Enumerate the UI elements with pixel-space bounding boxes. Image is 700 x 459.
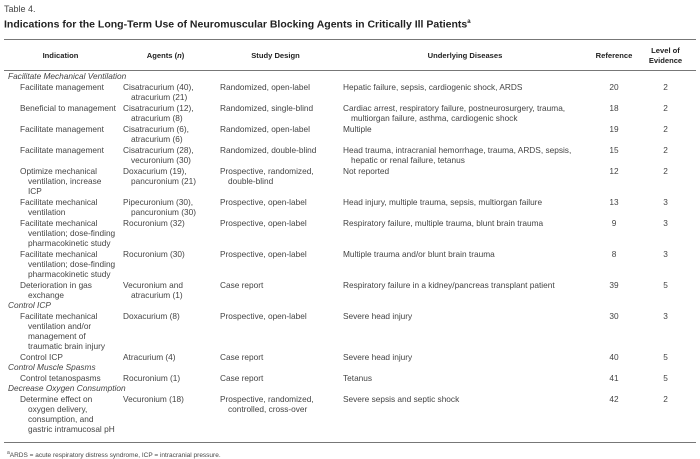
underlying-diseases-cell xyxy=(337,372,593,383)
underlying-diseases-cell xyxy=(337,248,593,279)
indication-cell-text: Facilitate mechanical ventilation xyxy=(20,196,98,217)
study-design-cell-text: Prospective, open-label xyxy=(220,217,307,228)
table-row xyxy=(4,393,696,442)
reference-cell-text: 15 xyxy=(609,144,619,155)
footnote xyxy=(4,450,696,459)
study-design-cell-text: Randomized, single-blind xyxy=(220,102,314,113)
underlying-diseases-cell-text: Severe head injury xyxy=(343,310,413,321)
col-header-underlying-diseases: Underlying Diseases xyxy=(337,40,593,71)
title-footnote-marker: a xyxy=(467,19,471,25)
table-row xyxy=(4,144,696,165)
level-of-evidence-cell-text: 2 xyxy=(663,144,668,155)
category-row xyxy=(4,362,696,372)
agents-cell-text: Atracurium (4) xyxy=(123,351,176,362)
category-label: Facilitate Mechanical Ventilation xyxy=(8,70,127,81)
level-of-evidence-cell-text: 2 xyxy=(663,393,668,404)
category-row xyxy=(4,70,696,81)
indication-cell-text: Facilitate mechanical ventilation and/or management of traumatic brain injury xyxy=(20,310,106,351)
agents-cell xyxy=(117,217,214,248)
level-of-evidence-cell-text: 3 xyxy=(663,196,668,207)
study-design-cell-text: Case report xyxy=(220,279,264,290)
agents-cell xyxy=(117,144,214,165)
level-of-evidence-cell xyxy=(635,144,696,165)
underlying-diseases-cell-text: Multiple xyxy=(343,123,372,134)
agents-cell xyxy=(117,102,214,123)
agents-cell xyxy=(117,393,214,442)
level-of-evidence-cell-text: 2 xyxy=(663,165,668,176)
study-design-cell xyxy=(214,102,337,123)
table-row xyxy=(4,217,696,248)
underlying-diseases-cell xyxy=(337,81,593,102)
study-design-cell-text: Case report xyxy=(220,372,264,383)
reference-cell-text: 30 xyxy=(609,310,619,321)
reference-cell-text: 18 xyxy=(609,102,619,113)
reference-cell xyxy=(593,372,635,383)
reference-cell xyxy=(593,123,635,144)
underlying-diseases-cell-text: Multiple trauma and/or blunt brain trauma xyxy=(343,248,495,259)
footnote-marker: a xyxy=(7,449,10,456)
underlying-diseases-cell-text: Cardiac arrest, respiratory failure, postneurosurgery, trauma, multiorgan failure, asthma, cardiogenic shock xyxy=(343,102,566,123)
level-of-evidence-cell xyxy=(635,310,696,351)
table-row xyxy=(4,123,696,144)
table-row xyxy=(4,310,696,351)
col-header-level-of-evidence: Level of Evidence xyxy=(635,40,696,71)
reference-cell-text: 40 xyxy=(609,351,619,362)
underlying-diseases-cell xyxy=(337,144,593,165)
table-title xyxy=(4,16,696,32)
level-of-evidence-cell-text: 3 xyxy=(663,310,668,321)
underlying-diseases-cell xyxy=(337,196,593,217)
agents-cell-text: Vecuronium and atracurium (1) xyxy=(123,279,183,300)
agents-cell xyxy=(117,123,214,144)
underlying-diseases-cell xyxy=(337,279,593,300)
table-row xyxy=(4,279,696,300)
indication-cell xyxy=(4,81,117,102)
underlying-diseases-cell-text: Head trauma, intracranial hemorrhage, trauma, ARDS, sepsis, hepatic or renal failure, tetanus xyxy=(343,144,572,165)
agents-cell xyxy=(117,165,214,196)
underlying-diseases-cell xyxy=(337,310,593,351)
reference-cell-text: 20 xyxy=(609,81,619,92)
table-row xyxy=(4,372,696,383)
study-design-cell xyxy=(214,196,337,217)
study-design-cell-text: Prospective, open-label xyxy=(220,310,307,321)
underlying-diseases-cell-text: Respiratory failure, multiple trauma, blunt brain trauma xyxy=(343,217,544,228)
level-of-evidence-cell-text: 2 xyxy=(663,123,668,134)
agents-cell-text: Vecuronium (18) xyxy=(123,393,184,404)
study-design-cell-text: Randomized, double-blind xyxy=(220,144,317,155)
agents-cell-text: Cisatracurium (28), vecuronium (30) xyxy=(123,144,194,165)
level-of-evidence-cell xyxy=(635,372,696,383)
reference-cell xyxy=(593,393,635,442)
study-design-cell xyxy=(214,144,337,165)
table-row xyxy=(4,248,696,279)
study-design-cell xyxy=(214,393,337,442)
level-of-evidence-cell-text: 2 xyxy=(663,102,668,113)
indication-cell-text: Facilitate management xyxy=(20,144,104,155)
table-container xyxy=(4,4,696,459)
indication-cell xyxy=(4,310,117,351)
category-filler xyxy=(337,300,696,310)
agents-cell xyxy=(117,310,214,351)
agents-cell xyxy=(117,351,214,362)
study-design-cell-text: Prospective, open-label xyxy=(220,248,307,259)
header-row xyxy=(4,40,696,71)
category-label: Control Muscle Spasms xyxy=(8,361,96,372)
table-label: Table 4. xyxy=(4,4,36,14)
indication-cell xyxy=(4,144,117,165)
footnote-text: ARDS = acute respiratory distress syndrome, ICP = intracranial pressure. xyxy=(9,451,221,459)
study-design-cell xyxy=(214,279,337,300)
reference-cell xyxy=(593,165,635,196)
level-of-evidence-cell xyxy=(635,81,696,102)
level-of-evidence-cell xyxy=(635,248,696,279)
agents-cell xyxy=(117,81,214,102)
indication-cell xyxy=(4,196,117,217)
indication-cell-text: Determine effect on oxygen delivery, consumption, and gastric intramucosal pH xyxy=(20,393,115,434)
reference-cell xyxy=(593,217,635,248)
study-design-cell xyxy=(214,310,337,351)
study-design-cell xyxy=(214,123,337,144)
indication-cell xyxy=(4,217,117,248)
study-design-cell-text: Prospective, randomized, controlled, cross-over xyxy=(220,393,314,414)
study-design-cell xyxy=(214,81,337,102)
category-row xyxy=(4,300,696,310)
level-of-evidence-cell xyxy=(635,217,696,248)
study-design-cell-text: Randomized, open-label xyxy=(220,81,310,92)
study-design-cell-text: Case report xyxy=(220,351,264,362)
indication-cell xyxy=(4,393,117,442)
underlying-diseases-cell-text: Severe head injury xyxy=(343,351,413,362)
table-body xyxy=(4,70,696,442)
table-row xyxy=(4,165,696,196)
bottom-rule xyxy=(4,442,696,443)
reference-cell xyxy=(593,144,635,165)
reference-cell-text: 12 xyxy=(609,165,619,176)
reference-cell xyxy=(593,102,635,123)
agents-cell-text: Rocuronium (32) xyxy=(123,217,185,228)
indication-cell-text: Control ICP xyxy=(20,351,63,362)
reference-cell xyxy=(593,310,635,351)
table-row xyxy=(4,196,696,217)
indication-cell xyxy=(4,123,117,144)
underlying-diseases-cell xyxy=(337,123,593,144)
study-design-cell xyxy=(214,165,337,196)
underlying-diseases-cell xyxy=(337,217,593,248)
indication-cell-text: Facilitate mechanical ventilation; dose-finding pharmacokinetic study xyxy=(20,217,116,248)
reference-cell xyxy=(593,196,635,217)
agents-cell-text: Doxacurium (8) xyxy=(123,310,180,321)
agents-cell-text: Cisatracurium (6), atracurium (6) xyxy=(123,123,189,144)
indication-cell xyxy=(4,248,117,279)
level-of-evidence-cell xyxy=(635,102,696,123)
reference-cell-text: 13 xyxy=(609,196,619,207)
level-of-evidence-cell-text: 3 xyxy=(663,217,668,228)
study-design-cell-text: Prospective, randomized, double-blind xyxy=(220,165,314,186)
col-header-reference: Reference xyxy=(593,40,635,71)
level-of-evidence-cell-text: 3 xyxy=(663,248,668,259)
table-row xyxy=(4,351,696,362)
indication-cell-text: Facilitate mechanical ventilation; dose-finding pharmacokinetic study xyxy=(20,248,116,279)
category-label: Control ICP xyxy=(8,299,51,310)
col-header-study-design: Study Design xyxy=(214,40,337,71)
category-label: Decrease Oxygen Consumption xyxy=(8,382,126,393)
reference-cell-text: 19 xyxy=(609,123,619,134)
level-of-evidence-cell xyxy=(635,393,696,442)
agents-cell xyxy=(117,248,214,279)
agents-cell-text: Cisatracurium (40), atracurium (21) xyxy=(123,81,194,102)
level-of-evidence-cell xyxy=(635,196,696,217)
reference-cell-text: 9 xyxy=(611,217,617,228)
study-design-cell xyxy=(214,248,337,279)
col-header-indication: Indication xyxy=(4,40,117,71)
underlying-diseases-cell-text: Hepatic failure, sepsis, cardiogenic shock, ARDS xyxy=(343,81,523,92)
indication-cell xyxy=(4,279,117,300)
indication-cell-text: Optimize mechanical ventilation, increase ICP xyxy=(20,165,102,196)
study-design-cell xyxy=(214,351,337,362)
level-of-evidence-cell-text: 5 xyxy=(663,372,668,383)
study-design-cell xyxy=(214,217,337,248)
underlying-diseases-cell-text: Tetanus xyxy=(343,372,373,383)
agents-cell xyxy=(117,196,214,217)
study-design-cell xyxy=(214,372,337,383)
reference-cell-text: 8 xyxy=(611,248,617,259)
indication-cell-text: Beneficial to management xyxy=(20,102,116,113)
table-title-text: Indications for the Long-Term Use of Neuromuscular Blocking Agents in Critically Ill Patients xyxy=(4,18,468,31)
level-of-evidence-cell-text: 5 xyxy=(663,279,668,290)
reference-cell-text: 42 xyxy=(609,393,619,404)
col-header-agents: Agents (n) xyxy=(117,40,214,71)
underlying-diseases-cell-text: Severe sepsis and septic shock xyxy=(343,393,460,404)
underlying-diseases-cell xyxy=(337,102,593,123)
indication-cell xyxy=(4,372,117,383)
study-design-cell-text: Randomized, open-label xyxy=(220,123,310,134)
category-filler xyxy=(337,70,696,81)
underlying-diseases-cell xyxy=(337,351,593,362)
indication-cell xyxy=(4,165,117,196)
level-of-evidence-cell-text: 5 xyxy=(663,351,668,362)
reference-cell xyxy=(593,81,635,102)
indication-cell-text: Facilitate management xyxy=(20,81,104,92)
underlying-diseases-cell-text: Head injury, multiple trauma, sepsis, multiorgan failure xyxy=(343,196,543,207)
underlying-diseases-cell-text: Not reported xyxy=(343,165,390,176)
level-of-evidence-cell xyxy=(635,351,696,362)
category-filler xyxy=(337,383,696,393)
indication-cell-text: Facilitate management xyxy=(20,123,104,134)
category-filler xyxy=(337,362,696,372)
level-of-evidence-cell xyxy=(635,165,696,196)
agents-cell-text: Pipecuronium (30), pancuronium (30) xyxy=(123,196,197,217)
reference-cell xyxy=(593,279,635,300)
reference-cell xyxy=(593,351,635,362)
level-of-evidence-cell-text: 2 xyxy=(663,81,668,92)
indication-cell xyxy=(4,351,117,362)
reference-cell-text: 39 xyxy=(609,279,619,290)
evidence-table xyxy=(4,40,696,442)
underlying-diseases-cell xyxy=(337,393,593,442)
agents-cell xyxy=(117,372,214,383)
table-row xyxy=(4,81,696,102)
study-design-cell-text: Prospective, open-label xyxy=(220,196,307,207)
level-of-evidence-cell xyxy=(635,279,696,300)
underlying-diseases-cell-text: Respiratory failure in a kidney/pancreas transplant patient xyxy=(343,279,555,290)
indication-cell-text: Deterioration in gas exchange xyxy=(20,279,92,300)
underlying-diseases-cell xyxy=(337,165,593,196)
agents-cell-text: Rocuronium (1) xyxy=(123,372,181,383)
indication-cell-text: Control tetanospasms xyxy=(20,372,101,383)
level-of-evidence-cell xyxy=(635,123,696,144)
agents-cell xyxy=(117,279,214,300)
agents-cell-text: Rocuronium (30) xyxy=(123,248,185,259)
reference-cell-text: 41 xyxy=(609,372,619,383)
indication-cell xyxy=(4,102,117,123)
agents-cell-text: Cisatracurium (12), atracurium (8) xyxy=(123,102,194,123)
agents-cell-text: Doxacurium (19), pancuronium (21) xyxy=(123,165,197,186)
reference-cell xyxy=(593,248,635,279)
category-row xyxy=(4,383,696,393)
table-row xyxy=(4,102,696,123)
